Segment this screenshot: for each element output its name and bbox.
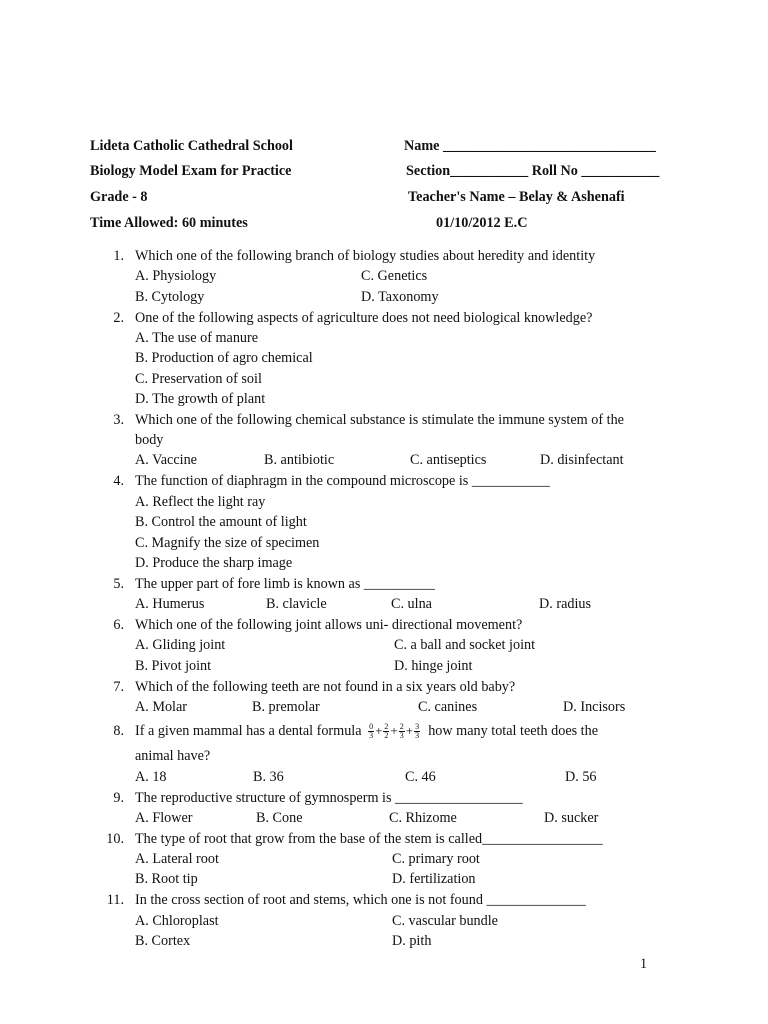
option: A. Gliding joint xyxy=(135,637,226,653)
option: D. sucker xyxy=(544,810,599,826)
option: D. fertilization xyxy=(392,871,476,887)
option: C. Preservation of soil xyxy=(135,371,262,387)
option: A. 18 xyxy=(135,769,167,785)
formula-fraction: $\frac{2}{3}$ xyxy=(399,722,404,741)
option: A. Reflect the light ray xyxy=(135,494,266,510)
dental-formula: $\frac{0}{3}$ + $\frac{2}{2}$ + $\frac{2}{3}$ + $\frac{3}{3}$ xyxy=(369,722,420,741)
option: A. The use of manure xyxy=(135,330,259,346)
option: D. disinfectant xyxy=(540,452,624,468)
option: C. Magnify the size of specimen xyxy=(135,535,320,551)
question-text: In the cross section of root and stems, which one is not found ______________ xyxy=(135,892,586,908)
question-number: 9. xyxy=(113,790,124,806)
option: C. vascular bundle xyxy=(392,913,498,929)
option: A. Molar xyxy=(135,699,188,715)
question-number: 7. xyxy=(113,679,124,695)
formula-fraction: $\frac{2}{2}$ xyxy=(384,722,389,741)
time-allowed: Time Allowed: 60 minutes xyxy=(90,215,248,231)
formula-fraction: $\frac{3}{3}$ xyxy=(415,722,420,741)
question-text xyxy=(135,722,598,740)
section-roll-field: Section___________ Roll No ___________ xyxy=(406,163,660,179)
exam-title: Biology Model Exam for Practice xyxy=(90,163,292,179)
option: B. clavicle xyxy=(266,596,327,612)
option: B. Cortex xyxy=(135,933,191,949)
question-number: 10. xyxy=(106,831,124,847)
option: B. Production of agro chemical xyxy=(135,350,313,366)
option: D. Incisors xyxy=(563,699,626,715)
grade-label: Grade - 8 xyxy=(90,189,148,205)
option: B. Pivot joint xyxy=(135,658,212,674)
question-number: 11. xyxy=(106,892,124,908)
option: B. Cone xyxy=(256,810,303,826)
option: C. canines xyxy=(418,699,478,715)
school-name: Lideta Catholic Cathedral School xyxy=(90,138,293,154)
option: B. premolar xyxy=(252,699,320,715)
question-number: 2. xyxy=(113,310,124,326)
option: B. Control the amount of light xyxy=(135,514,307,530)
option: C. ulna xyxy=(391,596,432,612)
option: C. a ball and socket joint xyxy=(394,637,536,653)
option: C. primary root xyxy=(392,851,480,867)
option: A. Lateral root xyxy=(135,851,219,867)
question-number: 4. xyxy=(113,473,124,489)
option: C. 46 xyxy=(405,769,436,785)
question-number: 8. xyxy=(113,723,124,739)
option: B. antibiotic xyxy=(264,452,335,468)
question-text-start: If a given mammal has a dental formula xyxy=(135,723,362,739)
option: D. pith xyxy=(392,933,432,949)
option: D. hinge joint xyxy=(394,658,473,674)
question-number: 3. xyxy=(113,412,124,428)
question-text: The function of diaphragm in the compound microscope is ___________ xyxy=(135,473,550,489)
question-number: 5. xyxy=(113,576,124,592)
question-text: Which one of the following chemical substance is stimulate the immune system of the xyxy=(135,412,624,428)
question-text: The reproductive structure of gymnosperm is __________________ xyxy=(135,790,523,806)
question-text: The upper part of fore limb is known as __________ xyxy=(135,576,435,592)
name-field: Name ______________________________ xyxy=(404,138,656,154)
option: B. Root tip xyxy=(135,871,198,887)
teacher-name: Teacher's Name – Belay & Ashenafi xyxy=(408,189,625,205)
option: A. Chloroplast xyxy=(135,913,219,929)
question-text-end: how many total teeth does the xyxy=(424,723,599,739)
page-number: 1 xyxy=(640,956,648,972)
question-text: Which one of the following branch of biology studies about heredity and identity xyxy=(135,248,596,264)
option: B. 36 xyxy=(253,769,284,785)
question-text: Which one of the following joint allows uni- directional movement? xyxy=(135,617,523,633)
question-text-continued: animal have? xyxy=(135,748,211,764)
option: C. antiseptics xyxy=(410,452,487,468)
question-number: 1. xyxy=(113,248,124,264)
option: D. The growth of plant xyxy=(135,391,266,407)
option: A. Physiology xyxy=(135,268,217,284)
question-text-continued: body xyxy=(135,432,164,448)
exam-date: 01/10/2012 E.C xyxy=(436,215,528,231)
option: D. radius xyxy=(539,596,592,612)
option: C. Rhizome xyxy=(389,810,457,826)
formula-fraction: $\frac{0}{3}$ xyxy=(369,722,374,741)
option: D. Taxonomy xyxy=(361,289,439,305)
option: D. 56 xyxy=(565,769,597,785)
question-text: The type of root that grow from the base of the stem is called_________________ xyxy=(135,831,603,847)
option: C. Genetics xyxy=(361,268,428,284)
option: B. Cytology xyxy=(135,289,205,305)
option: A. Vaccine xyxy=(135,452,197,468)
question-text: Which of the following teeth are not found in a six years old baby? xyxy=(135,679,516,695)
option: A. Humerus xyxy=(135,596,205,612)
question-number: 6. xyxy=(113,617,124,633)
option: A. Flower xyxy=(135,810,193,826)
option: D. Produce the sharp image xyxy=(135,555,293,571)
question-text: One of the following aspects of agriculture does not need biological knowledge? xyxy=(135,310,593,326)
